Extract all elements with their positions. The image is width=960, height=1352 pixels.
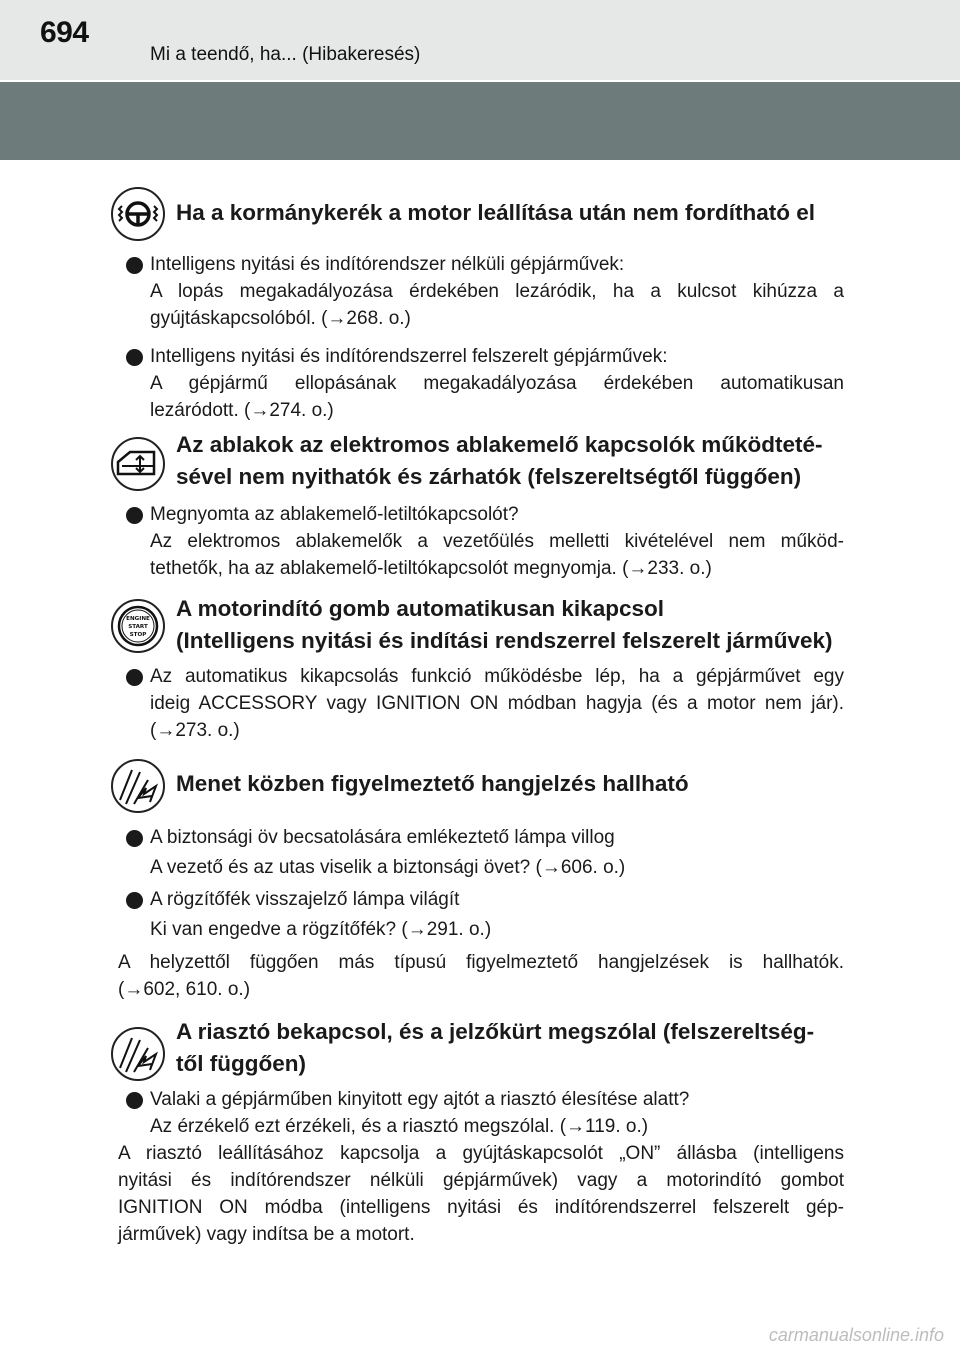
svg-text:START: START: [128, 624, 148, 630]
section-title-warning-buzzer: Menet közben figyelmeztető hangjelzés hallható: [176, 771, 689, 796]
svg-text:STOP: STOP: [129, 632, 147, 638]
page-number: 694: [40, 16, 89, 49]
note-text: A riasztó leállításához kapcsolja a gyújtáskapcsolót „ON” állásba (intelligens: [118, 1143, 844, 1164]
item-text: Az automatikus kikapcsolás funkció működésbe lép, ha a gépjárművet egy: [150, 666, 844, 687]
item-text: Az elektromos ablakemelők a vezetőülés melletti kivételével nem működ-: [150, 531, 844, 552]
section-title-steering: Ha a kormánykerék a motor leállítása után nem fordítható el: [176, 200, 815, 225]
watermark: carmanualsonline.info: [768, 1325, 944, 1345]
note-text: (→602, 610. o.): [118, 979, 251, 1000]
bullet: [126, 669, 143, 686]
item-text: gyújtáskapcsolóból. (→268. o.): [150, 308, 411, 329]
item-lead: Megnyomta az ablakemelő-letiltókapcsolót?: [150, 504, 519, 525]
power-window-icon: [110, 436, 166, 492]
item-text: tethetők, ha az ablakemelő-letiltókapcsolót megnyomja. (→233. o.): [150, 558, 712, 579]
item-lead: A rögzítőfék visszajelző lámpa világít: [150, 889, 460, 910]
steering-lock-icon: [110, 186, 166, 242]
bullet: [126, 507, 143, 524]
bullet: [126, 892, 143, 909]
chapter-band: [0, 82, 960, 160]
bullet: [126, 1092, 143, 1109]
item-text: A gépjármű ellopásának megakadályozása érdekében automatikusan: [150, 373, 844, 394]
engine-start-stop-icon: [110, 598, 166, 654]
bullet: [126, 257, 143, 274]
section-title-alarm: A riasztó bekapcsol, és a jelzőkürt megszólal (felszereltség- től függően): [176, 1019, 815, 1076]
note-text: A helyzettől függően más típusú figyelmeztető hangjelzések is hallhatók.: [118, 952, 844, 973]
item-text: ideig ACCESSORY vagy IGNITION ON módban hagyja (és a motor nem jár).: [150, 693, 844, 714]
item-lead: A biztonsági öv becsatolására emlékeztető lámpa villog: [150, 827, 615, 848]
section-title-auto-power-off: A motorindító gomb automatikusan kikapcsol (Intelligens nyitási és indítási rendszerrel felszerelt járművek): [176, 596, 833, 653]
item-lead: Intelligens nyitási és indítórendszer nélküli gépjárművek:: [150, 254, 625, 275]
item-text: (→273. o.): [150, 720, 240, 741]
alarm-horn-icon: [110, 1026, 166, 1082]
note-text: járművek) vagy indítsa be a motort.: [118, 1224, 415, 1245]
item-text: lezáródott. (→274. o.): [150, 400, 334, 421]
bullet: [126, 830, 143, 847]
page-header-bar: [0, 0, 960, 80]
svg-text:ENGINE: ENGINE: [126, 616, 150, 622]
item-lead: Valaki a gépjárműben kinyitott egy ajtót a riasztó élesítése alatt?: [150, 1089, 690, 1110]
section-title-power-windows: Az ablakok az elektromos ablakemelő kapcsolók működteté- sével nem nyithatók és zárhatók (felszereltségtől függően): [176, 432, 823, 489]
item-text: Ki van engedve a rögzítőfék? (→291. o.): [150, 919, 492, 940]
warning-buzzer-icon: [110, 758, 166, 814]
bullet: [126, 349, 143, 366]
item-text: A lopás megakadályozása érdekében lezáródik, ha a kulcsot kihúzza a: [150, 281, 844, 302]
item-text: Az érzékelő ezt érzékeli, és a riasztó megszólal. (→119. o.): [150, 1116, 649, 1137]
item-text: A vezető és az utas viselik a biztonsági övet? (→606. o.): [150, 857, 626, 878]
item-lead: Intelligens nyitási és indítórendszerrel felszerelt gépjárművek:: [150, 346, 668, 367]
running-head: Mi a teendő, ha... (Hibakeresés): [150, 44, 421, 65]
note-text: IGNITION ON módba (intelligens nyitási és indítórendszerrel felszerelt gép-: [118, 1197, 844, 1218]
note-text: nyitási és indítórendszer nélküli gépjárművek) vagy a motorindító gombot: [118, 1170, 844, 1191]
